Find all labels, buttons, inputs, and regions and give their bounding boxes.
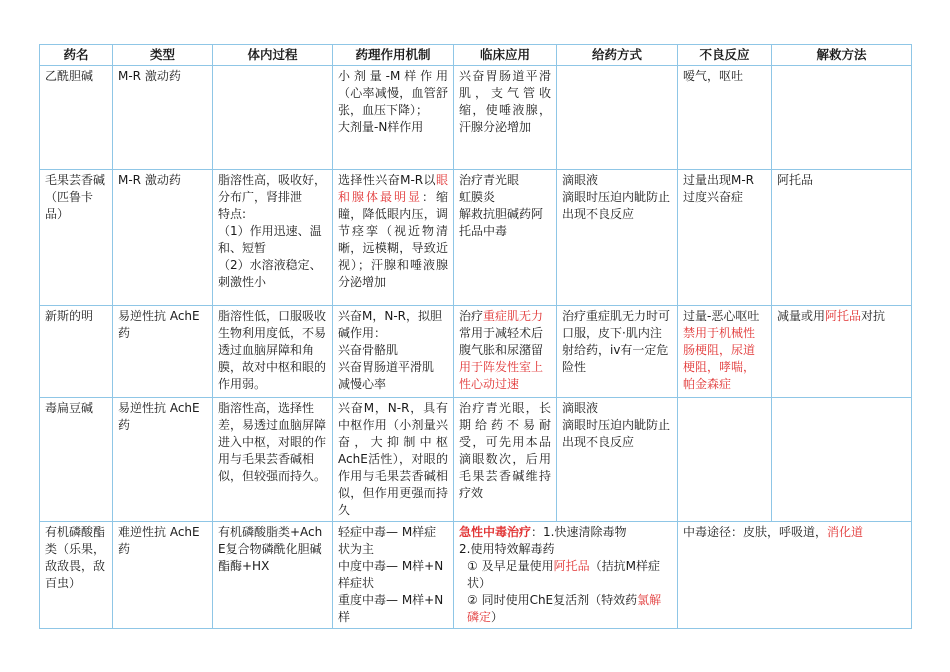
drug-name: 新斯的明: [40, 306, 113, 398]
drug-type: 难逆性抗 AchE 药: [113, 522, 213, 629]
drug-rescue: 阿托品: [772, 170, 912, 306]
drug-mechanism: [333, 66, 454, 170]
drug-mechanism: 选择性兴奋M-R以眼和腺体最明显：缩瞳，降低眼内压，调节痉挛（视近物清晰，远模糊，导致近视）；汗腺和唾液腺分泌增加: [333, 170, 454, 306]
treatment-cell: 急性中毒治疗：1.快速清除毒物 2.使用特效解毒药 ① 及早足量使用阿托品（拮抗M样症状） ② 同时使用ChE复活剂（特效药氯解磷定）: [454, 522, 678, 629]
drug-process: [213, 170, 333, 306]
drug-admin: 滴眼液 滴眼时压迫内眦防止出现不良反应: [557, 398, 678, 522]
table-row: [40, 306, 912, 398]
drug-process: 脂溶性低，口服吸收生物利用度低，不易透过血脑屏障和角膜，故对中枢和眼的作用弱。: [213, 306, 333, 398]
header-process: 体内过程: [213, 45, 333, 66]
header-mechanism: 药理作用机制: [333, 45, 454, 66]
drug-rescue: 减量或用阿托品对抗: [772, 306, 912, 398]
pharmacology-table: [39, 44, 912, 629]
drug-adverse: 过量出现M-R过度兴奋症: [678, 170, 772, 306]
drug-mechanism: 轻症中毒— M样症状为主 中度中毒— M样+N样症状 重度中毒— M样+N样: [333, 522, 454, 629]
drug-name: 有机磷酸酯类（乐果，敌敌畏，敌百虫）: [40, 522, 113, 629]
header-clinical: 临床应用: [454, 45, 557, 66]
drug-type: 易逆性抗 AchE 药: [113, 398, 213, 522]
highlight-text: 阿托品: [825, 309, 862, 323]
highlight-text: 急性中毒治疗: [459, 525, 532, 539]
highlight-text: 眼和腺体最明显: [338, 173, 448, 204]
process-line: 脂溶性高，吸收好，分布广，肾排泄: [218, 173, 327, 204]
process-line: （2）水溶液稳定、刺激性小: [218, 258, 322, 289]
drug-process: 脂溶性高，选择性差，易透过血脑屏障进入中枢，对眼的作用与毛果芸香碱相似，但较强而持久。: [213, 398, 333, 522]
drug-process: 有机磷酸脂类+AchE复合物磷酰化胆碱酯酶+HX: [213, 522, 333, 629]
drug-mechanism: 兴奋M，N-R，具有中枢作用（小剂量兴奋，大抑制中枢AchE活性），对眼的作用与毛果芸香碱相似，但作用更强而持久: [333, 398, 454, 522]
process-line: （1）作用迅速、温和、短暂: [218, 224, 322, 255]
drug-admin: 滴眼液 滴眼时压迫内眦防止出现不良反应: [557, 170, 678, 306]
drug-clinical: 治疗青光眼 虹膜炎 解救抗胆碱药阿托品中毒: [454, 170, 557, 306]
highlight-text: 消化道: [827, 525, 864, 539]
highlight-text: 重症肌无力: [483, 309, 544, 323]
mech-line: 大剂量-N样作用: [338, 120, 424, 134]
highlight-text: 阿托品: [553, 559, 590, 573]
table-row: [40, 170, 912, 306]
header-drug-name: 药名: [40, 45, 113, 66]
highlight-text: 禁用于机械性肠梗阻，尿道梗阻，哮喘，帕金森症: [683, 326, 756, 391]
drug-rescue: [772, 66, 912, 170]
drug-adverse: 嗳气，呕吐: [678, 66, 772, 170]
drug-clinical: 治疗重症肌无力常用于减轻术后腹气胀和尿潴留用于阵发性室上性心动过速: [454, 306, 557, 398]
mech-line: 小剂量-M样作用（心率减慢，血管舒张，血压下降）；: [338, 69, 448, 117]
drug-name: 毛果芸香碱（匹鲁卡品）: [40, 170, 113, 306]
drug-mechanism: 兴奋M，N-R，拟胆碱作用： 兴奋骨骼肌 兴奋胃肠道平滑肌 减慢心率: [333, 306, 454, 398]
drug-admin: [557, 66, 678, 170]
drug-adverse: 中毒途径：皮肤，呼吸道，消化道: [678, 522, 912, 629]
table-row: [40, 522, 912, 629]
drug-type: M-R 激动药: [113, 66, 213, 170]
drug-adverse: 过量-恶心呕吐 禁用于机械性肠梗阻，尿道梗阻，哮喘，帕金森症: [678, 306, 772, 398]
drug-type: 易逆性抗 AchE 药: [113, 306, 213, 398]
header-rescue: 解救方法: [772, 45, 912, 66]
table-row: [40, 398, 912, 522]
drug-process: [213, 66, 333, 170]
drug-adverse: [678, 398, 772, 522]
header-row: [40, 45, 912, 66]
header-administration: 给药方式: [557, 45, 678, 66]
highlight-text: 氯解磷定: [467, 593, 662, 624]
drug-admin: 治疗重症肌无力时可口服，皮下·肌内注射给药，iv有一定危险性: [557, 306, 678, 398]
highlight-text: 用于阵发性室上性心动过速: [459, 360, 544, 391]
header-type: 类型: [113, 45, 213, 66]
table-row: [40, 66, 912, 170]
drug-type: M-R 激动药: [113, 170, 213, 306]
drug-clinical: 兴奋胃肠道平滑肌，支气管收缩，使唾液腺，汗腺分泌增加: [454, 66, 557, 170]
drug-name: 乙酰胆碱: [40, 66, 113, 170]
drug-rescue: [772, 398, 912, 522]
drug-clinical: 治疗青光眼，长期给药不易耐受，可先用本品滴眼数次，后用毛果芸香碱维持疗效: [454, 398, 557, 522]
drug-name: 毒扁豆碱: [40, 398, 113, 522]
process-line: 特点:: [218, 207, 247, 221]
header-adverse: 不良反应: [678, 45, 772, 66]
